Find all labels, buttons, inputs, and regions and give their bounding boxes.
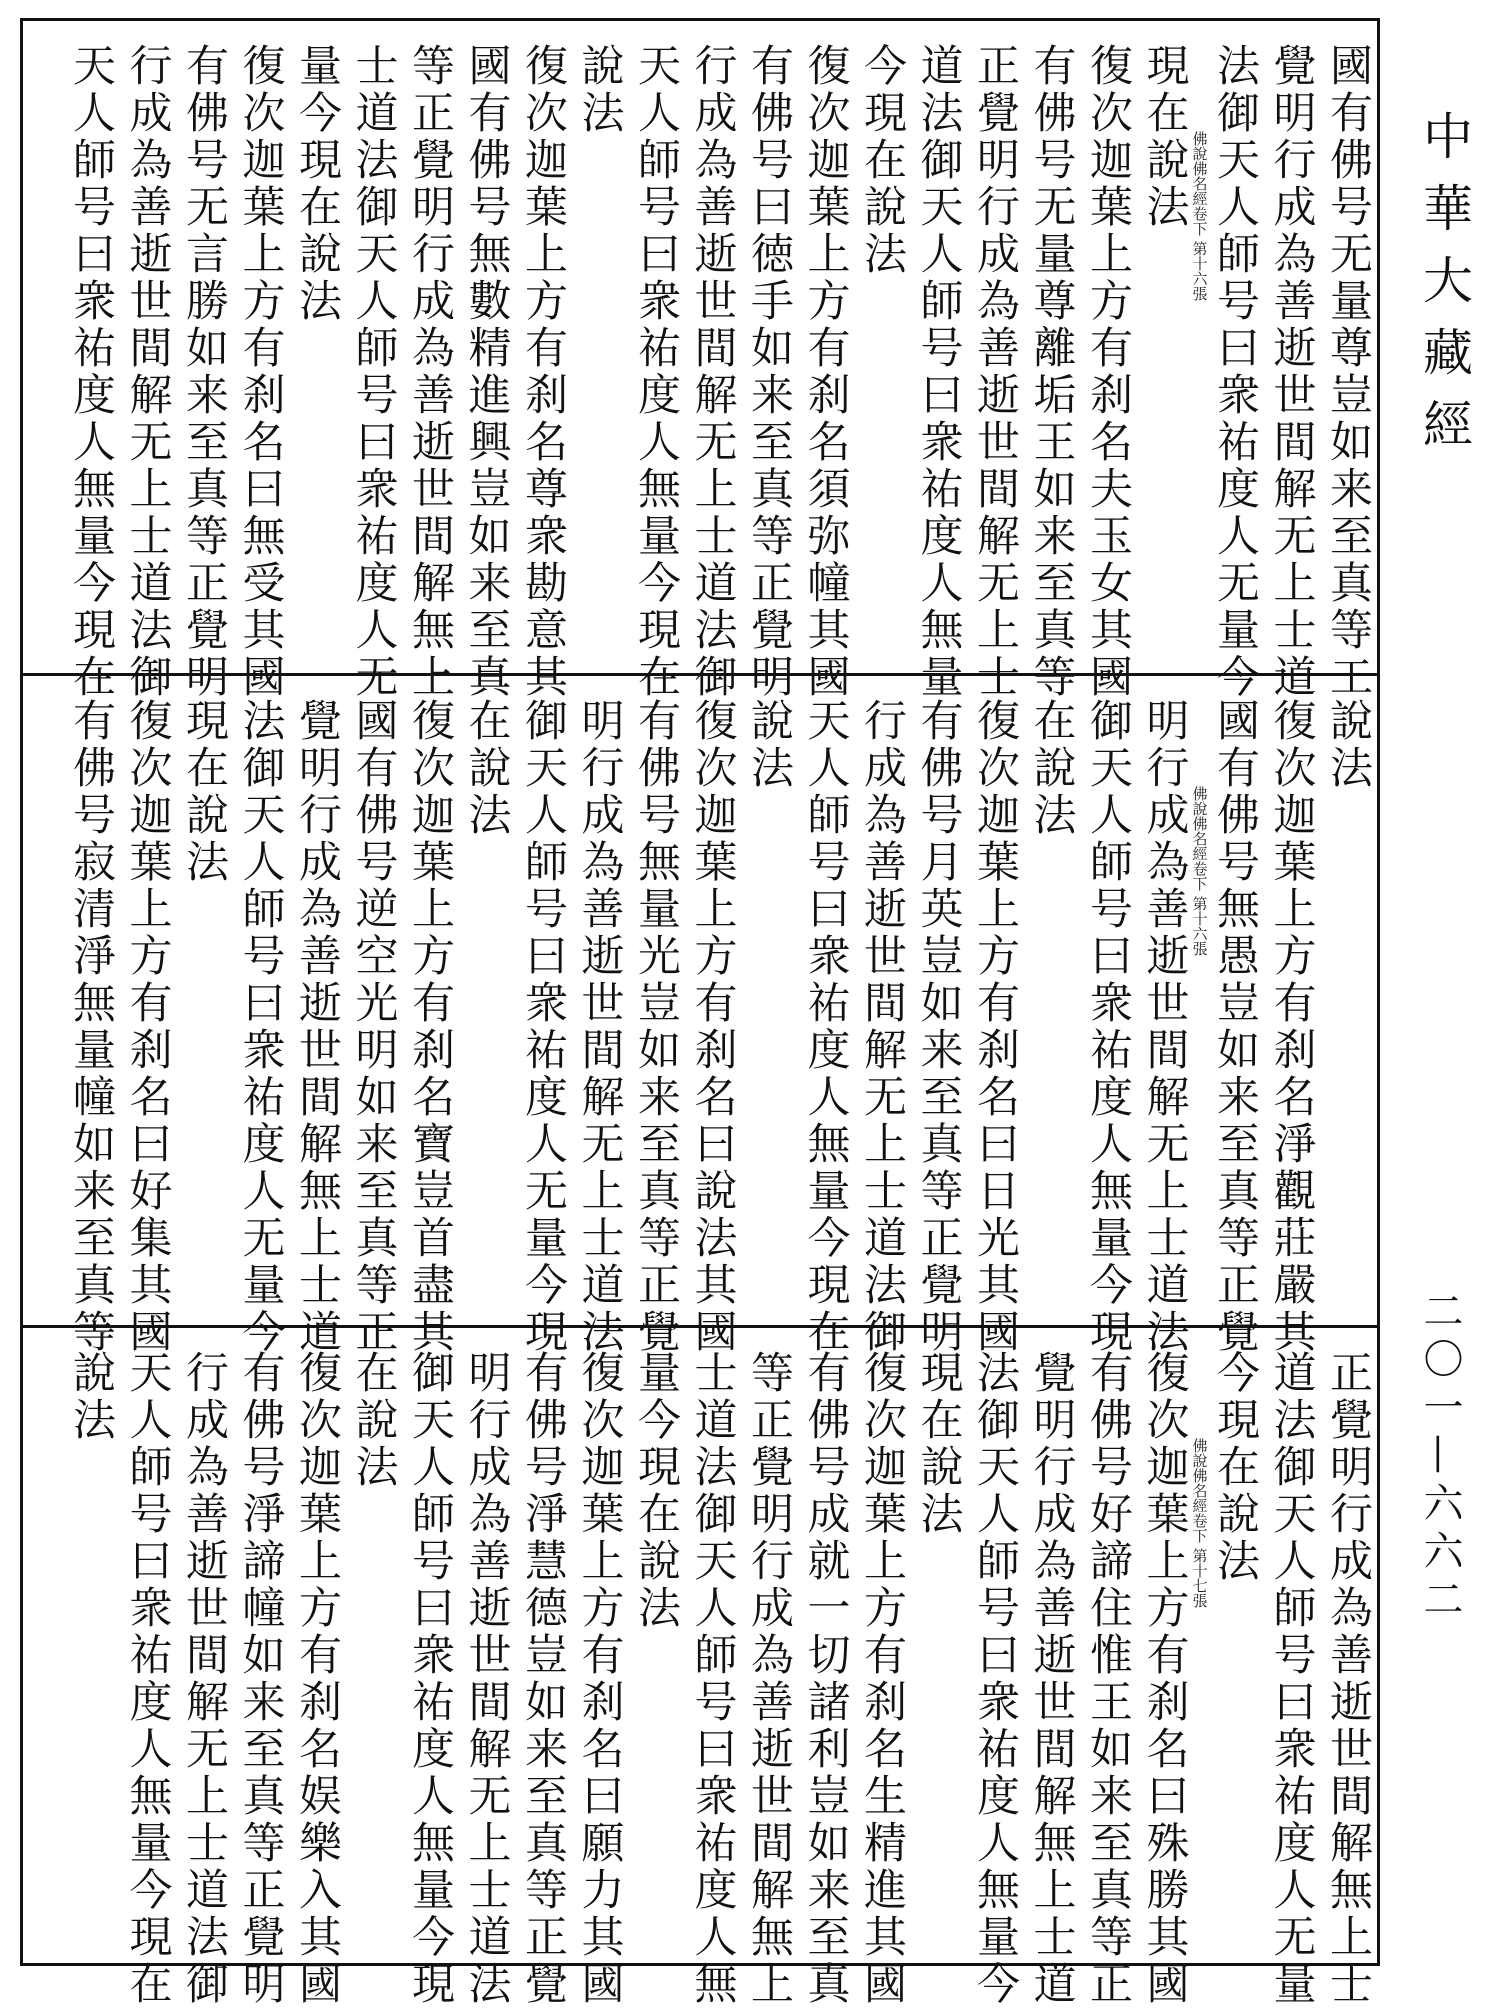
text-column: 行成為善逝世間解无上士道法御 — [122, 43, 173, 701]
text-column: 有佛号月英豈如来至真等正覺明 — [913, 698, 964, 1356]
text-column: 等正覺明行成為善逝世間解無上 — [405, 43, 455, 701]
text-column: 復次迦葉上方有刹名生精進其國 — [857, 1350, 907, 2008]
text-column: 復次迦葉上方有刹名曰殊勝其國 — [1139, 1350, 1190, 2008]
text-column: 有佛号好諦住惟王如来至真等正 — [1083, 1350, 1133, 2008]
text-column: 國有佛号无量尊豈如来至真等工 — [1323, 43, 1373, 701]
text-column: 道法御天人師号曰衆祐度人无量 — [1266, 1350, 1317, 2008]
text-column: 復次迦葉上方有刹名寶豈首盡其 — [405, 698, 455, 1356]
text-column: 等正覺明行成為善逝世間解無上 — [744, 1350, 794, 2008]
text-column: 有佛号无量尊離垢王如来至真等 — [1026, 43, 1077, 701]
text-column: 量今現在說法 — [292, 43, 342, 325]
text-column: 現在說法 — [913, 1350, 964, 1538]
text-column: 天人師号曰衆祐度人無量今現在 — [800, 698, 851, 1356]
text-column: 今現在說法 — [1210, 1350, 1260, 1585]
text-column: 法御天人師号曰衆祐度人无量今 — [235, 698, 286, 1356]
text-column: 復次迦葉上方有刹名娱樂入其國 — [292, 1350, 342, 2008]
text-column: 行成為善逝世間解无上士道法御 — [857, 698, 907, 1356]
text-column: 復次迦葉上方有刹名淨觀莊嚴其 — [1266, 698, 1317, 1356]
text-column: 正覺明行成為善逝世間解无上士 — [970, 43, 1020, 701]
text-column: 有佛号淨慧德豈如来至真等正覺 — [518, 1350, 568, 2008]
text-column: 現在說法 — [1139, 43, 1190, 231]
text-column: 在說法 — [461, 698, 512, 839]
text-column: 天人師号曰衆祐度人無量今現在 — [631, 43, 681, 701]
page-frame — [20, 18, 1380, 2008]
margin-note: 佛說佛名經卷下 第十六張 — [1190, 786, 1209, 956]
text-column: 國有佛号無愚豈如来至真等正覺 — [1210, 698, 1260, 1356]
text-column: 說法 — [1323, 698, 1373, 792]
text-column: 法御天人師号曰衆祐度人无量今 — [1210, 43, 1260, 701]
text-column: 士道法御天人師号曰衆祐度人無 — [687, 1350, 738, 2008]
sutra-collection-title: 中華大藏經 — [1415, 110, 1473, 470]
text-column: 復次迦葉上方有刹名曰願力其國 — [574, 1350, 625, 2008]
text-column: 御天人師号曰衆祐度人無量今現 — [1083, 698, 1133, 1356]
text-column: 復次迦葉上方有刹名尊衆勘意其 — [518, 43, 568, 701]
text-column: 現在說法 — [179, 698, 229, 886]
text-column: 明行成為善逝世間解无上士道法 — [461, 1350, 512, 2008]
register-bottom — [23, 1328, 1377, 2008]
text-column: 法御天人師号曰衆祐度人無量今 — [970, 1350, 1020, 2008]
text-column: 正覺明行成為善逝世間解無上士 — [1323, 1350, 1373, 2008]
text-column: 道法御天人師号曰衆祐度人無量 — [913, 43, 964, 701]
text-column: 明行成為善逝世間解无上士道法 — [1139, 698, 1190, 1356]
margin-note: 佛說佛名經卷下 第十七張 — [1190, 1438, 1209, 1608]
text-column: 國有佛号逆空光明如来至真等正 — [348, 698, 399, 1356]
text-column: 行成為善逝世間解无上士道法御 — [179, 1350, 229, 2008]
text-column: 覺明行成為善逝世間解無上士道 — [1026, 1350, 1077, 2008]
register-middle — [23, 676, 1377, 1356]
text-column: 復次迦葉上方有刹名夫玉女其國 — [1083, 43, 1133, 701]
text-column: 復次迦葉上方有刹名曰日光其國 — [970, 698, 1020, 1356]
text-column: 行成為善逝世間解无上士道法御 — [687, 43, 738, 701]
text-column: 覺明行成為善逝世間解无上士道 — [1266, 43, 1317, 701]
text-column: 國有佛号無數精進興豈如来至真 — [461, 43, 512, 701]
text-column: 有佛号成就一切諸利豈如来至真 — [800, 1350, 851, 2008]
margin-note: 佛說佛名經卷下 第十六張 — [1190, 131, 1209, 301]
text-column: 有佛号寂清淨無量幢如来至真等 — [66, 698, 116, 1356]
text-column: 有佛号無量光豈如来至真等正覺 — [631, 698, 681, 1356]
text-column: 覺明行成為善逝世間解無上士道 — [292, 698, 342, 1356]
text-column: 御天人師号曰衆祐度人無量今現 — [405, 1350, 455, 2008]
text-column: 天人師号曰衆祐度人無量今現在 — [122, 1350, 173, 2008]
text-column: 說法 — [744, 698, 794, 792]
text-column: 有佛号曰徳手如来至真等正覺明 — [744, 43, 794, 701]
text-column: 復次迦葉上方有刹名曰好集其國 — [122, 698, 173, 1356]
text-column: 在說法 — [1026, 698, 1077, 839]
text-column: 御天人師号曰衆祐度人无量今現 — [518, 698, 568, 1356]
text-column: 量今現在說法 — [631, 1350, 681, 1632]
text-column: 天人師号曰衆祐度人無量今現在 — [66, 43, 116, 701]
text-column: 今現在說法 — [857, 43, 907, 278]
text-column: 有佛号无言勝如来至真等正覺明 — [179, 43, 229, 701]
register-top — [23, 21, 1377, 701]
text-column: 士道法御天人師号曰衆祐度人无 — [348, 43, 399, 701]
text-column: 有佛号淨諦幢如来至真等正覺明 — [235, 1350, 286, 2008]
text-column: 復次迦葉上方有刹名須弥幢其國 — [800, 43, 851, 701]
text-column: 復次迦葉上方有刹名曰說法其國 — [687, 698, 738, 1356]
text-column: 復次迦葉上方有刹名曰無受其國 — [235, 43, 286, 701]
text-column: 明行成為善逝世間解无上士道法 — [574, 698, 625, 1356]
text-column: 說法 — [574, 43, 625, 137]
text-column: 說法 — [66, 1350, 116, 1444]
text-column: 在說法 — [348, 1350, 399, 1491]
page-number: 二〇一—六六二 — [1417, 1290, 1463, 1626]
